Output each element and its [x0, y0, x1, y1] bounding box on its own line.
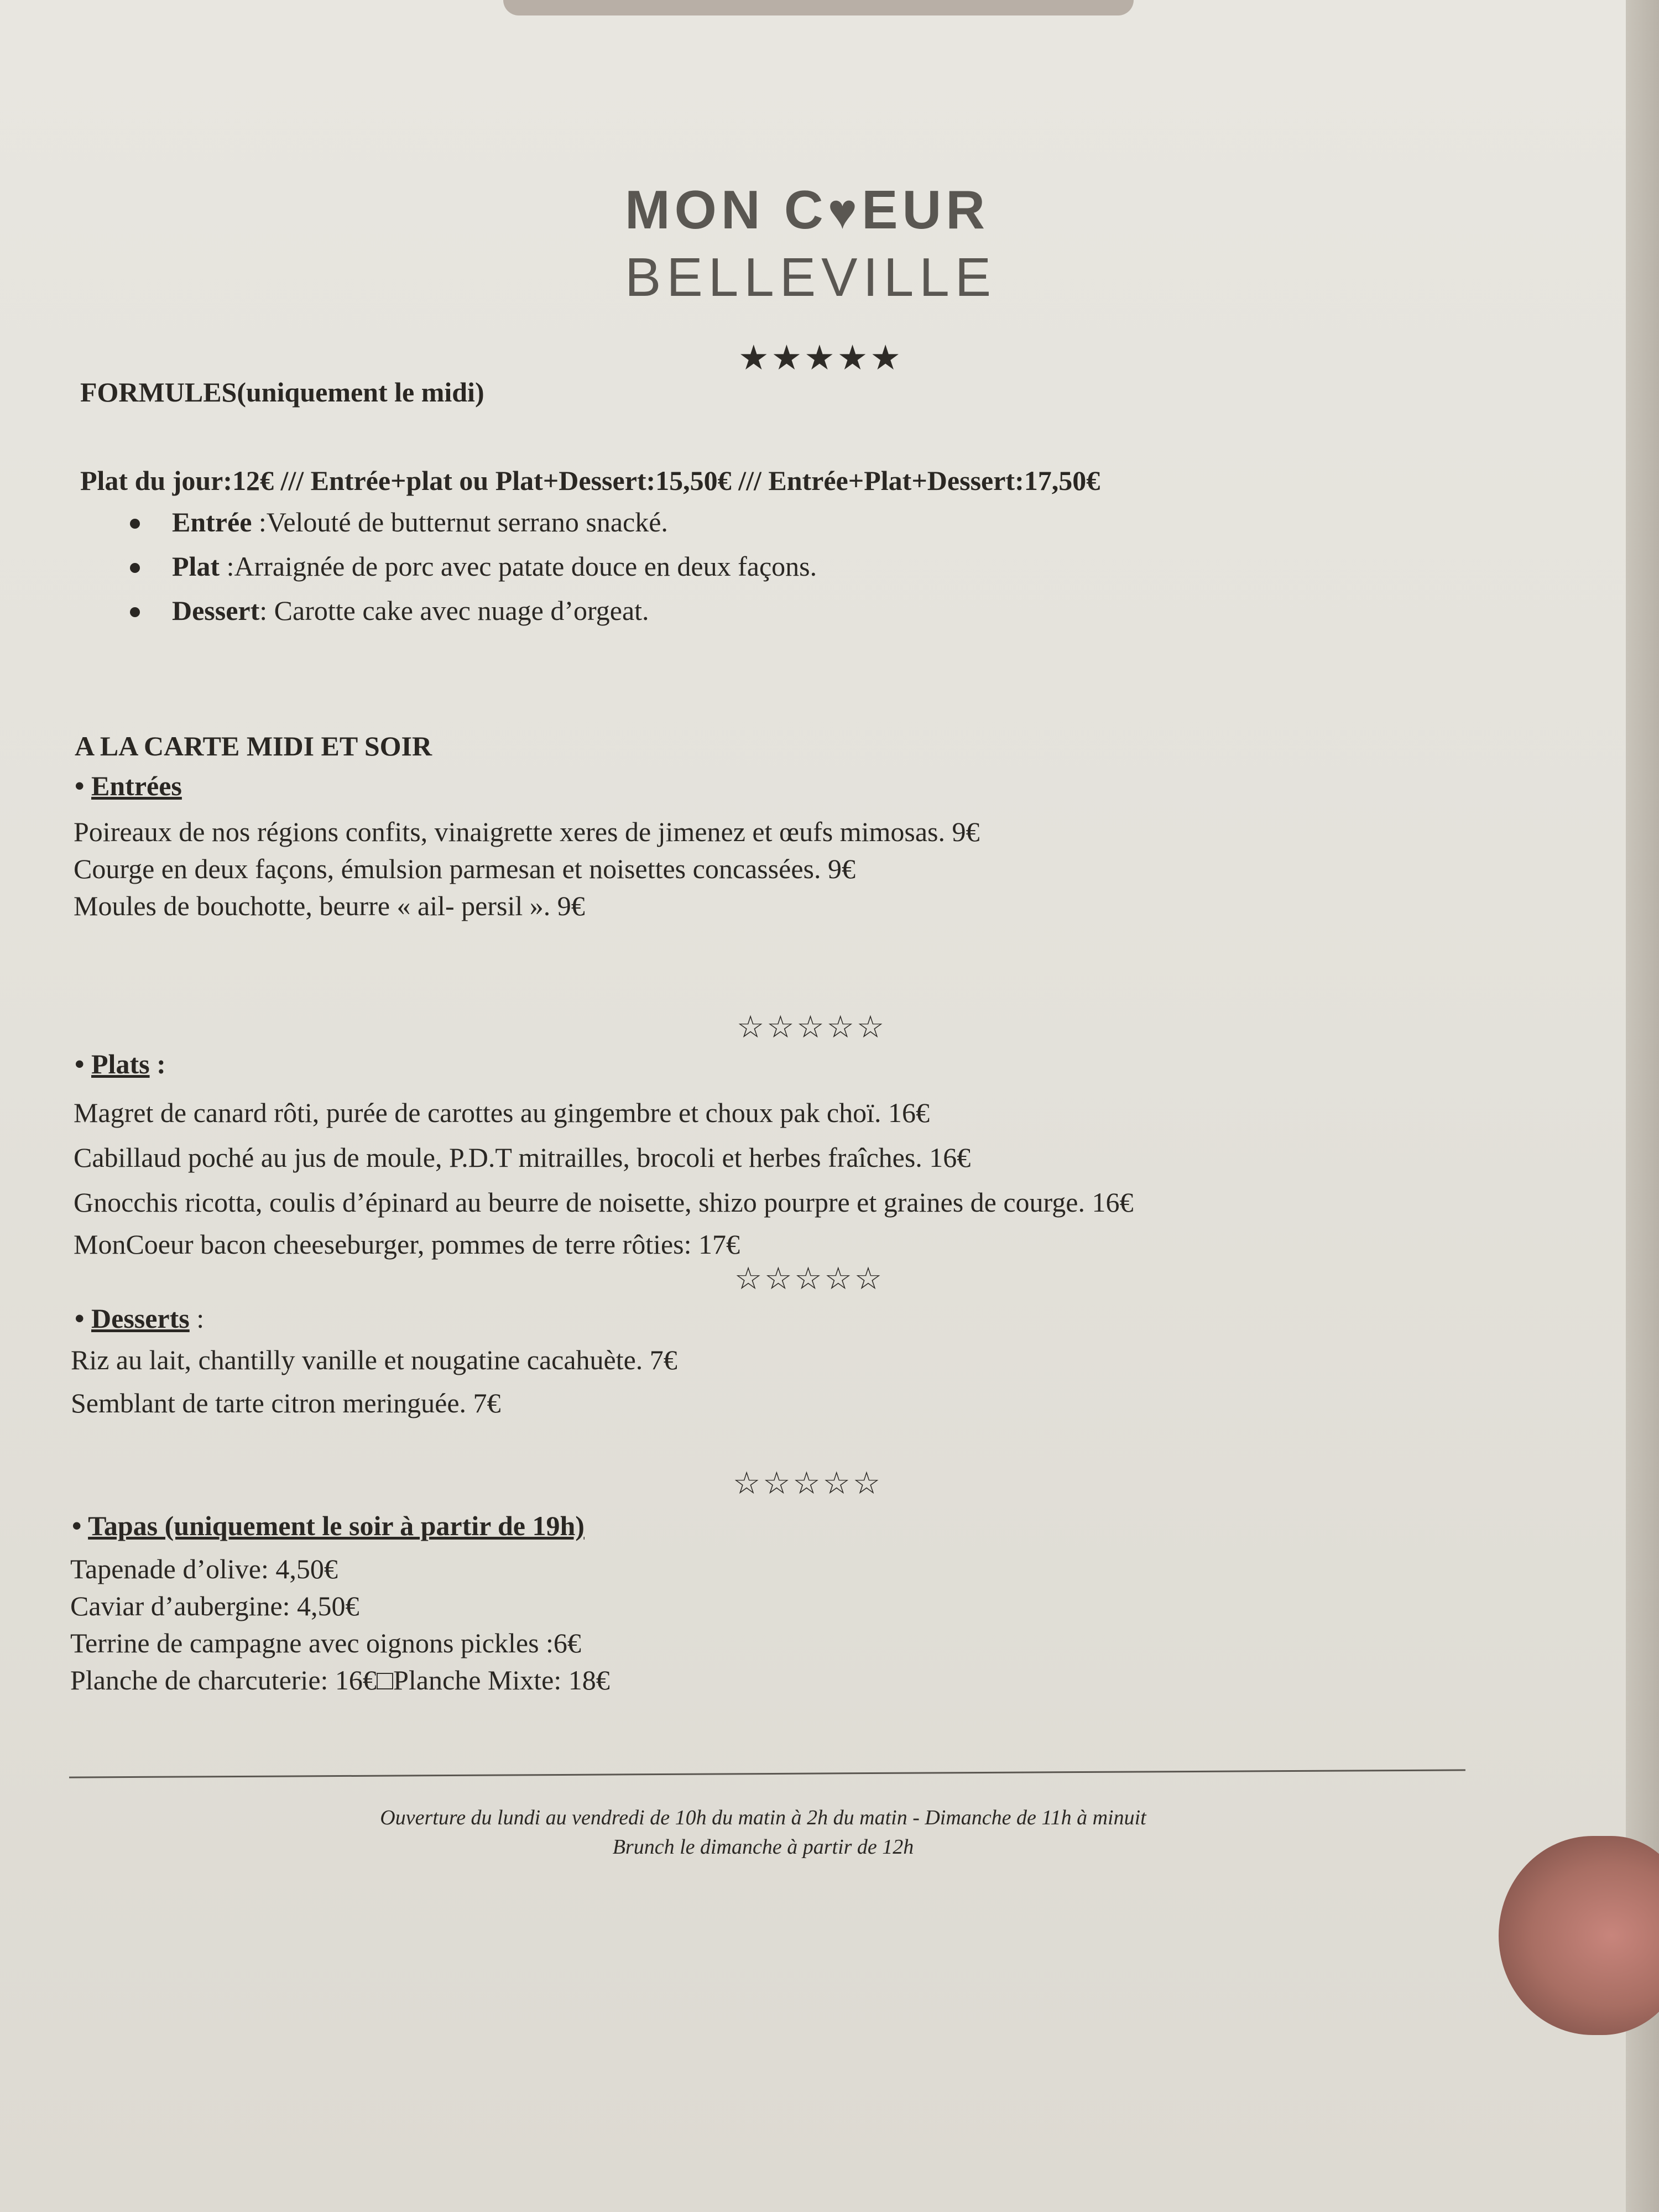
- entree-item: Moules de bouchotte, beurre « ail- persil ». 9€: [74, 890, 585, 921]
- star-divider: ☆☆☆☆☆: [737, 1010, 887, 1045]
- formule-item-dessert: Dessert: Carotte cake avec nuage d’orgeat.: [130, 594, 649, 627]
- plat-item: MonCoeur bacon cheeseburger, pommes de terre rôties: 17€: [74, 1229, 740, 1260]
- dessert-item: Riz au lait, chantilly vanille et nougatine cacahuète. 7€: [71, 1344, 677, 1375]
- entree-item: Courge en deux façons, émulsion parmesan et noisettes concassées. 9€: [74, 853, 855, 884]
- formules-title: FORMULES(uniquement le midi): [80, 377, 484, 408]
- tapas-item: Planche de charcuterie: 16€□Planche Mixte: 18€: [70, 1665, 610, 1695]
- tapas-item: Tapenade d’olive: 4,50€: [70, 1553, 338, 1584]
- bullet-icon: [130, 563, 140, 573]
- tapas-item: Caviar d’aubergine: 4,50€: [70, 1590, 359, 1621]
- section-desserts-heading: • Desserts :: [75, 1303, 205, 1334]
- plat-item: Magret de canard rôti, purée de carottes au gingembre et choux pak choï. 16€: [74, 1097, 930, 1128]
- star-divider-top: ★★★★★: [738, 340, 903, 377]
- bullet-icon: [130, 607, 140, 617]
- dessert-item: Semblant de tarte citron meringuée. 7€: [71, 1387, 501, 1418]
- opening-hours: Ouverture du lundi au vendredi de 10h du matin à 2h du matin - Dimanche de 11h à minuit: [380, 1806, 1146, 1829]
- logo-text-line2: BELLEVILLE: [625, 247, 997, 307]
- logo-text-part2: EUR: [862, 179, 989, 240]
- carte-title: A LA CARTE MIDI ET SOIR: [75, 731, 432, 761]
- star-divider: ☆☆☆☆☆: [734, 1262, 885, 1296]
- brunch-info: Brunch le dimanche à partir de 12h: [612, 1835, 914, 1859]
- bullet-icon: [130, 519, 140, 529]
- section-entrees-heading: • Entrées: [75, 770, 182, 801]
- star-divider: ☆☆☆☆☆: [733, 1467, 883, 1501]
- formule-item-plat: Plat :Arraignée de porc avec patate douce en deux façons.: [130, 550, 817, 582]
- footer-divider: [69, 1769, 1465, 1778]
- heart-icon: ♥: [827, 184, 862, 239]
- restaurant-logo: [625, 177, 1012, 310]
- tapas-item: Terrine de campagne avec oignons pickles :6€: [70, 1627, 581, 1658]
- section-tapas-heading: • Tapas (uniquement le soir à partir de 19h): [72, 1510, 585, 1541]
- section-plats-heading: • Plats :: [75, 1048, 166, 1079]
- formules-prices: Plat du jour:12€ /// Entrée+plat ou Plat+Dessert:15,50€ /// Entrée+Plat+Dessert:17,50€: [80, 465, 1100, 496]
- entree-item: Poireaux de nos régions confits, vinaigrette xeres de jimenez et œufs mimosas. 9€: [74, 816, 980, 847]
- formule-item-entree: Entrée :Velouté de butternut serrano snacké.: [130, 506, 668, 538]
- plat-item: Gnocchis ricotta, coulis d’épinard au beurre de noisette, shizo pourpre et graines de courge. 16€: [74, 1187, 1134, 1218]
- plat-item: Cabillaud poché au jus de moule, P.D.T mitrailles, brocoli et herbes fraîches. 16€: [74, 1142, 971, 1173]
- logo-text-part1: MON C: [625, 179, 828, 240]
